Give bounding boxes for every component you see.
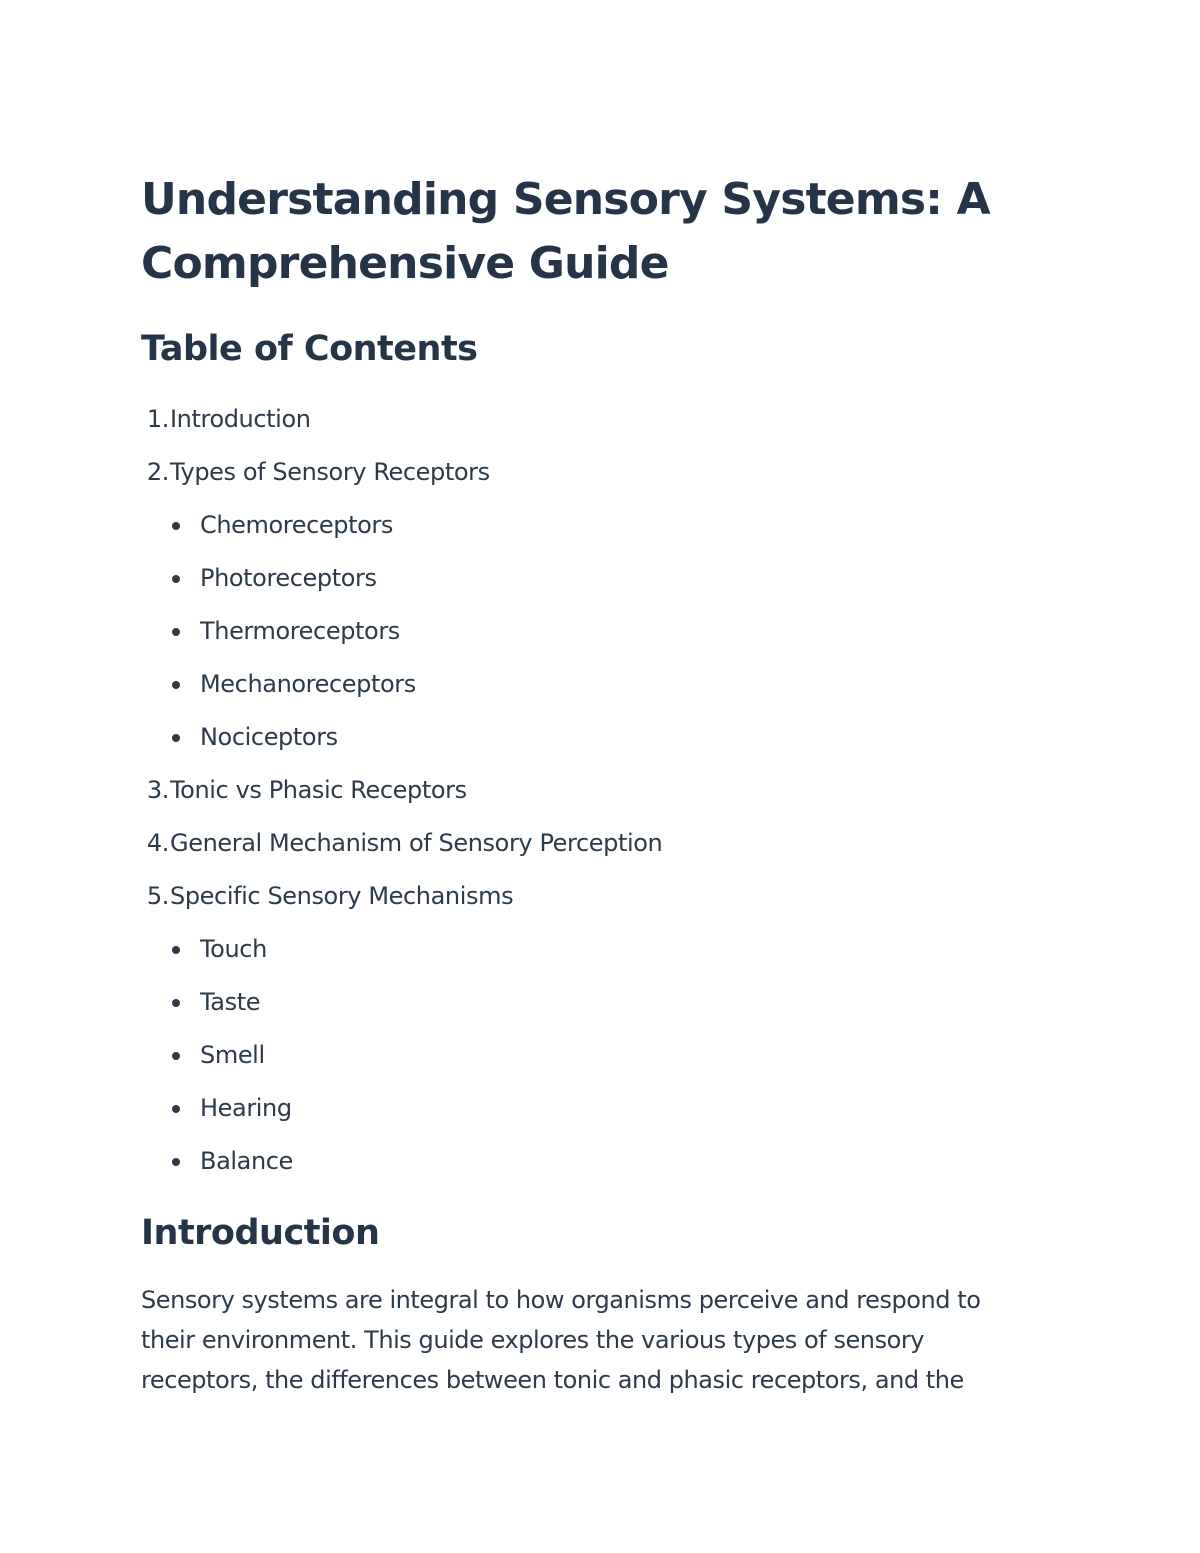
toc-item-types-of-receptors <box>141 446 1041 764</box>
toc-subitem <box>141 1082 1041 1135</box>
toc-subitem <box>141 1029 1041 1082</box>
bullet-icon <box>172 575 180 583</box>
bullet-icon <box>172 522 180 530</box>
bullet-icon <box>172 1052 180 1060</box>
toc-subitem <box>141 976 1041 1029</box>
title-line-2: Comprehensive Guide <box>141 238 669 289</box>
toc-subitem <box>141 499 1041 552</box>
toc-item-tonic-vs-phasic <box>141 764 1041 817</box>
toc-subitem <box>141 1135 1041 1188</box>
toc-item-number: 3. <box>146 776 169 804</box>
toc-sublist-mechanisms <box>141 923 1041 1188</box>
introduction-heading: Introduction <box>141 1213 380 1253</box>
toc-item-specific-mechanisms <box>141 870 1041 1188</box>
bullet-icon <box>172 946 180 954</box>
toc-item-number: 4. <box>146 829 169 857</box>
title-line-1: Understanding Sensory Systems: A <box>141 174 990 225</box>
toc-item-label: Types of Sensory Receptors <box>170 458 490 486</box>
toc-subitem <box>141 552 1041 605</box>
toc-item-number: 1. <box>146 405 169 433</box>
bullet-icon <box>172 628 180 636</box>
toc-item-number: 2. <box>146 458 169 486</box>
toc-item-number: 5. <box>146 882 169 910</box>
bullet-icon <box>172 1158 180 1166</box>
introduction-paragraph <box>141 1280 1041 1400</box>
paragraph-line: their environment. This guide explores the various types of sensory <box>141 1326 925 1354</box>
toc-item-label: Specific Sensory Mechanisms <box>170 882 514 910</box>
toc-subitem-label: Balance <box>200 1147 293 1175</box>
document-page <box>141 168 1041 1400</box>
bullet-icon <box>172 1105 180 1113</box>
toc-heading: Table of Contents <box>141 329 478 369</box>
paragraph-line: receptors, the differences between tonic and phasic receptors, and the <box>141 1366 964 1394</box>
toc-item-general-mechanism <box>141 817 1041 870</box>
toc-subitem <box>141 923 1041 976</box>
bullet-icon <box>172 999 180 1007</box>
toc-subitem-label: Touch <box>200 935 267 963</box>
toc-subitem-label: Nociceptors <box>200 723 338 751</box>
toc-item-label: General Mechanism of Sensory Perception <box>170 829 663 857</box>
toc-item-introduction <box>141 393 1041 446</box>
toc-subitem <box>141 605 1041 658</box>
toc-subitem-label: Smell <box>200 1041 265 1069</box>
toc-subitem-label: Taste <box>200 988 261 1016</box>
bullet-icon <box>172 734 180 742</box>
toc-subitem <box>141 658 1041 711</box>
toc-sublist-receptors <box>141 499 1041 764</box>
document-title <box>141 168 1041 296</box>
bullet-icon <box>172 681 180 689</box>
paragraph-line: Sensory systems are integral to how organisms perceive and respond to <box>141 1286 981 1314</box>
toc-subitem-label: Photoreceptors <box>200 564 377 592</box>
toc-subitem-label: Mechanoreceptors <box>200 670 416 698</box>
toc-subitem <box>141 711 1041 764</box>
toc-subitem-label: Thermoreceptors <box>200 617 400 645</box>
toc-item-label: Tonic vs Phasic Receptors <box>170 776 467 804</box>
toc-subitem-label: Hearing <box>200 1094 292 1122</box>
toc-subitem-label: Chemoreceptors <box>200 511 393 539</box>
toc-item-label: Introduction <box>170 405 311 433</box>
toc-list <box>141 393 1041 1188</box>
